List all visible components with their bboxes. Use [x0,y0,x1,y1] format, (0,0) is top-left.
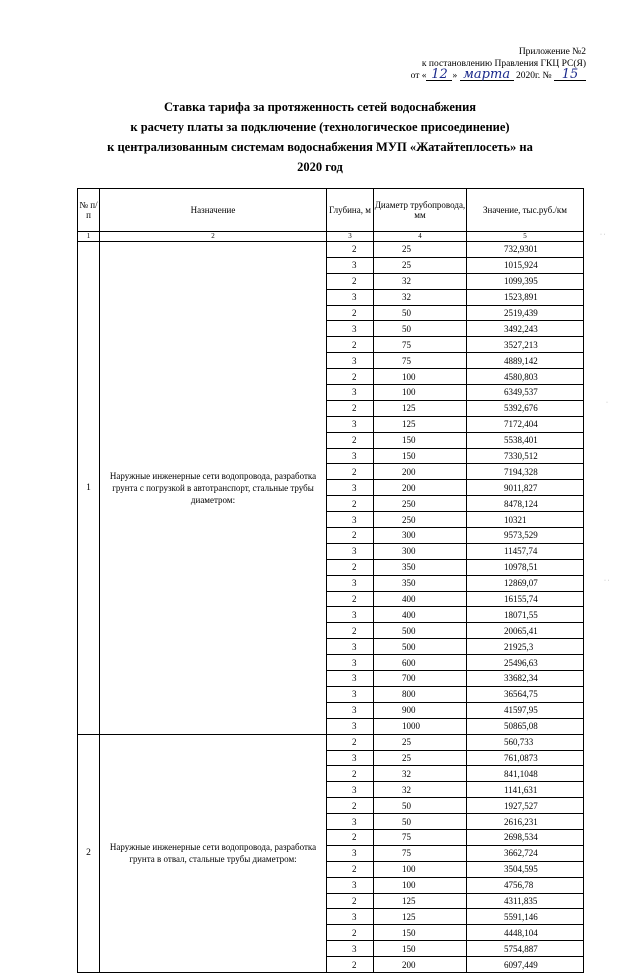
table-row [78,242,584,258]
value-cell: 1099,395 [467,273,584,289]
value-cell: 8478,124 [467,496,584,512]
value-cell: 1927,527 [467,798,584,814]
value-cell: 10978,51 [467,559,584,575]
value-cell: 7194,328 [467,464,584,480]
diameter-cell: 700 [374,671,467,687]
value-cell: 18071,55 [467,607,584,623]
value-cell: 1523,891 [467,289,584,305]
header-diameter: Диаметр трубопровода, мм [374,189,467,232]
diameter-cell: 32 [374,766,467,782]
depth-cell: 3 [327,416,374,432]
value-cell: 732,9301 [467,242,584,258]
value-cell: 3504,595 [467,861,584,877]
diameter-cell: 125 [374,400,467,416]
depth-cell: 2 [327,861,374,877]
diameter-cell: 100 [374,877,467,893]
depth-cell: 2 [327,591,374,607]
depth-cell: 3 [327,543,374,559]
depth-cell: 3 [327,575,374,591]
value-cell: 560,733 [467,734,584,750]
value-cell: 9573,529 [467,528,584,544]
colnum-1: 1 [78,232,100,242]
colnum-2: 2 [100,232,327,242]
diameter-cell: 25 [374,257,467,273]
depth-cell: 3 [327,702,374,718]
depth-cell: 2 [327,925,374,941]
depth-cell: 3 [327,909,374,925]
depth-cell: 3 [327,385,374,401]
value-cell: 33682,34 [467,671,584,687]
value-cell: 4889,142 [467,353,584,369]
depth-cell: 2 [327,273,374,289]
colnum-3: 3 [327,232,374,242]
group-purpose: Наружные инженерные сети водопровода, разработка грунта с погрузкой в автотранспорт, стальные трубы диаметром: [100,242,327,735]
diameter-cell: 500 [374,639,467,655]
value-cell: 20065,41 [467,623,584,639]
table-body [78,242,584,973]
depth-cell: 2 [327,432,374,448]
depth-cell: 2 [327,734,374,750]
diameter-cell: 50 [374,305,467,321]
diameter-cell: 75 [374,353,467,369]
table-header-row [78,189,584,232]
value-cell: 11457,74 [467,543,584,559]
value-cell: 1141,631 [467,782,584,798]
depth-cell: 3 [327,639,374,655]
depth-cell: 3 [327,782,374,798]
depth-cell: 3 [327,607,374,623]
diameter-cell: 1000 [374,718,467,734]
diameter-cell: 75 [374,829,467,845]
depth-cell: 2 [327,528,374,544]
diameter-cell: 300 [374,543,467,559]
diameter-cell: 150 [374,432,467,448]
value-cell: 50865,08 [467,718,584,734]
value-cell: 12869,07 [467,575,584,591]
depth-cell: 3 [327,480,374,496]
appendix-label: Приложение №2 [518,47,586,57]
depth-cell: 3 [327,750,374,766]
value-cell: 4448,104 [467,925,584,941]
value-cell: 5392,676 [467,400,584,416]
diameter-cell: 125 [374,416,467,432]
scan-speck: · · [600,232,606,238]
value-cell: 9011,827 [467,480,584,496]
depth-cell: 3 [327,512,374,528]
depth-cell: 2 [327,766,374,782]
value-cell: 25496,63 [467,655,584,671]
diameter-cell: 32 [374,782,467,798]
depth-cell: 3 [327,941,374,957]
diameter-cell: 32 [374,273,467,289]
title-line-1: Ставка тарифа за протяженность сетей водоснабжения [163,100,477,114]
value-cell: 6349,537 [467,385,584,401]
title-line-2: к расчету платы за подключение (технологическое присоединение) [130,120,510,134]
diameter-cell: 100 [374,369,467,385]
title-line-4: 2020 год [297,160,343,174]
value-cell: 2698,534 [467,829,584,845]
diameter-cell: 125 [374,893,467,909]
colnum-4: 4 [374,232,467,242]
depth-cell: 2 [327,305,374,321]
diameter-cell: 50 [374,798,467,814]
diameter-cell: 32 [374,289,467,305]
value-cell: 2616,231 [467,814,584,830]
diameter-cell: 250 [374,512,467,528]
depth-cell: 3 [327,686,374,702]
depth-cell: 3 [327,448,374,464]
diameter-cell: 150 [374,941,467,957]
handwritten-day: 12 [426,70,452,81]
title-line-3: к централизованным системам водоснабжения МУП «Жатайтеплосеть» на [107,140,533,154]
value-cell: 761,0873 [467,750,584,766]
value-cell: 10321 [467,512,584,528]
diameter-cell: 25 [374,734,467,750]
depth-cell: 2 [327,369,374,385]
value-cell: 4311,835 [467,893,584,909]
appendix-date-number [410,67,586,82]
diameter-cell: 200 [374,464,467,480]
document-title [70,97,570,177]
value-cell: 7330,512 [467,448,584,464]
diameter-cell: 100 [374,861,467,877]
handwritten-month: марта [460,70,514,81]
group-purpose: Наружные инженерные сети водопровода, разработка грунта в отвал, стальные трубы диаметром: [100,734,327,972]
diameter-cell: 150 [374,925,467,941]
value-cell: 4756,78 [467,877,584,893]
tariff-table [77,188,584,973]
group-number: 1 [78,242,100,735]
value-cell: 1015,924 [467,257,584,273]
diameter-cell: 600 [374,655,467,671]
value-cell: 5754,887 [467,941,584,957]
value-cell: 5591,146 [467,909,584,925]
date-year-label: 2020г. № [515,71,552,81]
colnum-5: 5 [467,232,584,242]
diameter-cell: 500 [374,623,467,639]
depth-cell: 2 [327,829,374,845]
diameter-cell: 900 [374,702,467,718]
value-cell: 7172,404 [467,416,584,432]
depth-cell: 2 [327,242,374,258]
diameter-cell: 350 [374,559,467,575]
value-cell: 3527,213 [467,337,584,353]
depth-cell: 2 [327,893,374,909]
table-row [78,734,584,750]
value-cell: 2519,439 [467,305,584,321]
depth-cell: 2 [327,957,374,973]
value-cell: 41597,95 [467,702,584,718]
depth-cell: 2 [327,400,374,416]
depth-cell: 3 [327,718,374,734]
handwritten-number: 15 [554,70,586,81]
depth-cell: 3 [327,671,374,687]
value-cell: 3662,724 [467,845,584,861]
header-num: № п/п [78,189,100,232]
appendix-resolution-ref: к постановлению Правления ГКЦ РС(Я) [421,59,586,69]
header-depth: Глубина, м [327,189,374,232]
scan-speck: · [606,400,608,406]
diameter-cell: 400 [374,591,467,607]
diameter-cell: 200 [374,957,467,973]
diameter-cell: 350 [374,575,467,591]
depth-cell: 2 [327,337,374,353]
value-cell: 16155,74 [467,591,584,607]
diameter-cell: 50 [374,321,467,337]
depth-cell: 3 [327,257,374,273]
group-number: 2 [78,734,100,972]
diameter-cell: 400 [374,607,467,623]
diameter-cell: 300 [374,528,467,544]
diameter-cell: 250 [374,496,467,512]
depth-cell: 2 [327,798,374,814]
scan-speck: · · [604,578,610,584]
value-cell: 4580,803 [467,369,584,385]
value-cell: 841,1048 [467,766,584,782]
depth-cell: 3 [327,877,374,893]
diameter-cell: 75 [374,337,467,353]
header-purpose: Назначение [100,189,327,232]
date-close-quote: » [452,71,458,81]
value-cell: 5538,401 [467,432,584,448]
value-cell: 21925,3 [467,639,584,655]
depth-cell: 2 [327,559,374,575]
diameter-cell: 200 [374,480,467,496]
depth-cell: 3 [327,321,374,337]
header-value: Значение, тыс.руб./км [467,189,584,232]
diameter-cell: 150 [374,448,467,464]
diameter-cell: 50 [374,814,467,830]
value-cell: 3492,243 [467,321,584,337]
depth-cell: 3 [327,289,374,305]
depth-cell: 3 [327,655,374,671]
value-cell: 36564,75 [467,686,584,702]
diameter-cell: 25 [374,750,467,766]
diameter-cell: 800 [374,686,467,702]
depth-cell: 3 [327,814,374,830]
depth-cell: 3 [327,845,374,861]
column-number-row [78,232,584,242]
depth-cell: 3 [327,353,374,369]
date-prefix: от « [410,71,427,81]
depth-cell: 2 [327,623,374,639]
value-cell: 6097,449 [467,957,584,973]
depth-cell: 2 [327,496,374,512]
diameter-cell: 25 [374,242,467,258]
appendix-header [411,46,586,82]
depth-cell: 2 [327,464,374,480]
diameter-cell: 125 [374,909,467,925]
diameter-cell: 100 [374,385,467,401]
diameter-cell: 75 [374,845,467,861]
